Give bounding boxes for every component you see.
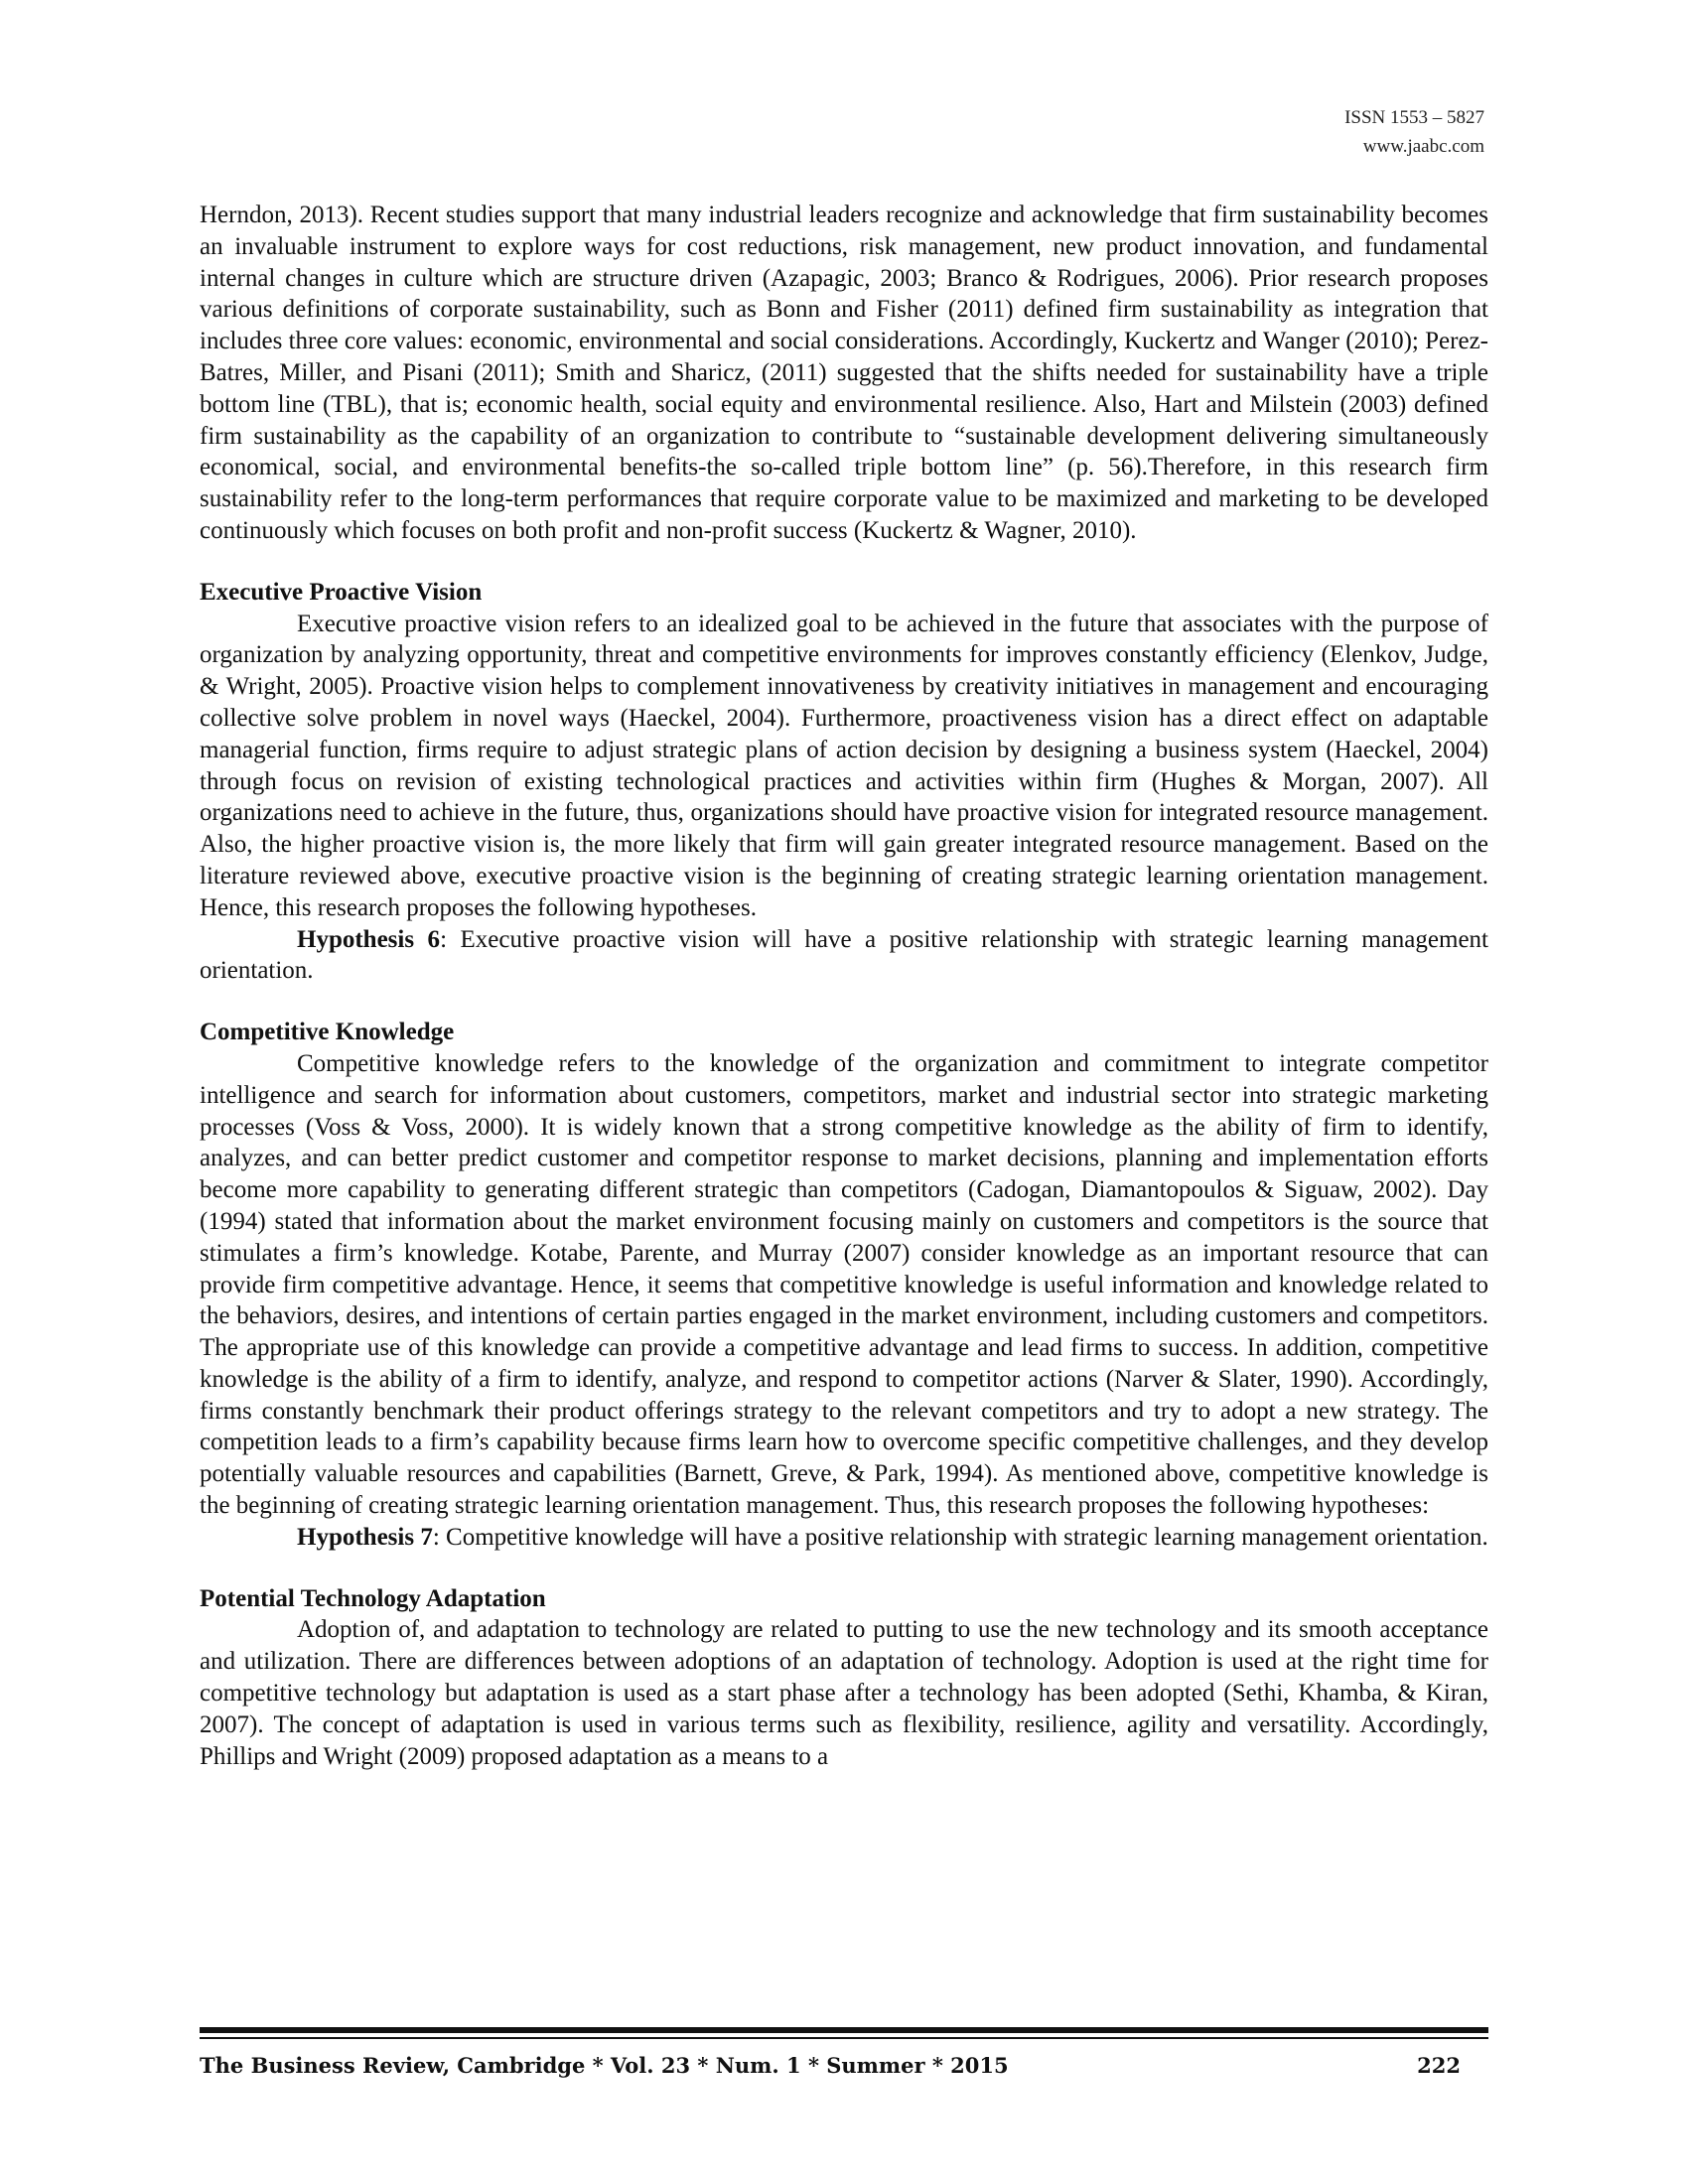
hypothesis-6-label: Hypothesis 6 xyxy=(297,925,441,953)
issn-label: ISSN 1553 – 5827 xyxy=(1344,107,1484,128)
hypothesis-6 xyxy=(200,924,1488,988)
website-label: www.jaabc.com xyxy=(1362,136,1484,157)
paragraph-competitive-knowledge: Competitive knowledge refers to the knowledge of the organization and commitment to integrate competitor intelligence and search for information about customers, competitors, market and industrial sector into strategic marketing processes (Voss & Voss, 2000). It is widely known that a strong competitive knowledge as the ability of firm to identify, analyzes, and can better predict customer and competitor response to market decisions, planning and implementation efforts become more capability to generating different strategic than competitors (Cadogan, Diamantopoulos & Siguaw, 2002). Day (1994) stated that information about the market environment focusing mainly on customers and competitors is the source that stimulates a firm’s knowledge. Kotabe, Parente, and Murray (2007) consider knowledge as an important resource that can provide firm competitive advantage. Hence, it seems that competitive knowledge is useful information and knowledge related to the behaviors, desires, and intentions of certain parties engaged in the market environment, including customers and competitors. The appropriate use of this knowledge can provide a competitive advantage and lead firms to success. In addition, competitive knowledge is the ability of a firm to identify, analyze, and respond to competitor actions (Narver & Slater, 1990). Accordingly, firms constantly benchmark their product offerings strategy to the relevant competitors and try to adopt a new strategy. The competition leads to a firm’s capability because firms learn how to overcome specific competitive challenges, and they develop potentially valuable resources and capabilities (Barnett, Greve, & Park, 1994). As mentioned above, competitive knowledge is the beginning of creating strategic learning orientation management. Thus, this research proposes the following hypotheses: xyxy=(200,1049,1488,1520)
paragraph-potential-technology-adaptation: Adoption of, and adaptation to technology are related to putting to use the new technology and its smooth acceptance and utilization. There are differences between adoptions of an adaptation of technology. Adoption is used at the right time for competitive technology but adaptation is used as a start phase after a technology has been adopted (Sethi, Khamba, & Kiran, 2007). The concept of adaptation is used in various terms such as flexibility, resilience, agility and versatility. Accordingly, Phillips and Wright (2009) proposed adaptation as a means to a xyxy=(200,1616,1488,1770)
hypothesis-7-label: Hypothesis 7 xyxy=(297,1523,433,1551)
paragraph-continuation: Herndon, 2013). Recent studies support that many industrial leaders recognize and acknowledge that firm sustainability becomes an invaluable instrument to explore ways for cost reductions, risk management, new product innovation, and fundamental internal changes in culture which are structure driven (Azapagic, 2003; Branco & Rodrigues, 2006). Prior research proposes various definitions of corporate sustainability, such as Bonn and Fisher (2011) defined firm sustainability as integration that includes three core values: economic, environmental and social considerations. Accordingly, Kuckertz and Wanger (2010); Perez-Batres, Miller, and Pisani (2011); Smith and Sharicz, (2011) suggested that the shifts needed for sustainability have a triple bottom line (TBL), that is; economic health, social equity and environmental resilience. Also, Hart and Milstein (2003) defined firm sustainability as the capability of an organization to contribute to “sustainable development delivering simultaneously economical, social, and environmental benefits-the so-called triple bottom line” (p. 56).Therefore, in this research firm sustainability refer to the long-term performances that require corporate value to be maximized and marketing to be developed continuously which focuses on both profit and non-profit success (Kuckertz & Wagner, 2010). xyxy=(200,202,1488,544)
body-text xyxy=(200,200,1488,1772)
footer-rule-secondary xyxy=(200,2037,1488,2039)
footer-rule xyxy=(200,2027,1488,2033)
hypothesis-7 xyxy=(200,1522,1488,1554)
page-number: 222 xyxy=(1417,2053,1461,2078)
footer-journal-citation: The Business Review, Cambridge * Vol. 23 * Num. 1 * Summer * 2015 xyxy=(200,2053,1009,2078)
section-heading-potential-technology-adaptation: Potential Technology Adaptation xyxy=(200,1584,546,1612)
section-heading-executive-proactive-vision: Executive Proactive Vision xyxy=(200,578,483,606)
hypothesis-6-text: : Executive proactive vision will have a positive relationship with strategic learning management orientation. xyxy=(200,925,1488,985)
section-heading-competitive-knowledge: Competitive Knowledge xyxy=(200,1019,455,1046)
running-header xyxy=(1344,103,1484,161)
hypothesis-7-text: : Competitive knowledge will have a positive relationship with strategic learning management orientation. xyxy=(432,1523,1488,1551)
paragraph-executive-proactive-vision: Executive proactive vision refers to an idealized goal to be achieved in the future that associates with the purpose of organization by analyzing opportunity, threat and competitive environments for improves constantly efficiency (Elenkov, Judge, & Wright, 2005). Proactive vision helps to complement innovativeness by creativity initiatives in management and encouraging collective solve problem in novel ways (Haeckel, 2004). Furthermore, proactiveness vision has a direct effect on adaptable managerial function, firms require to adjust strategic plans of action decision by designing a business system (Haeckel, 2004) through focus on revision of existing technological practices and activities within firm (Hughes & Morgan, 2007). All organizations need to achieve in the future, thus, organizations should have proactive vision for integrated resource management. Also, the higher proactive vision is, the more likely that firm will gain greater integrated resource management. Based on the literature reviewed above, executive proactive vision is the beginning of creating strategic learning orientation management. Hence, this research proposes the following hypotheses. xyxy=(200,610,1488,921)
